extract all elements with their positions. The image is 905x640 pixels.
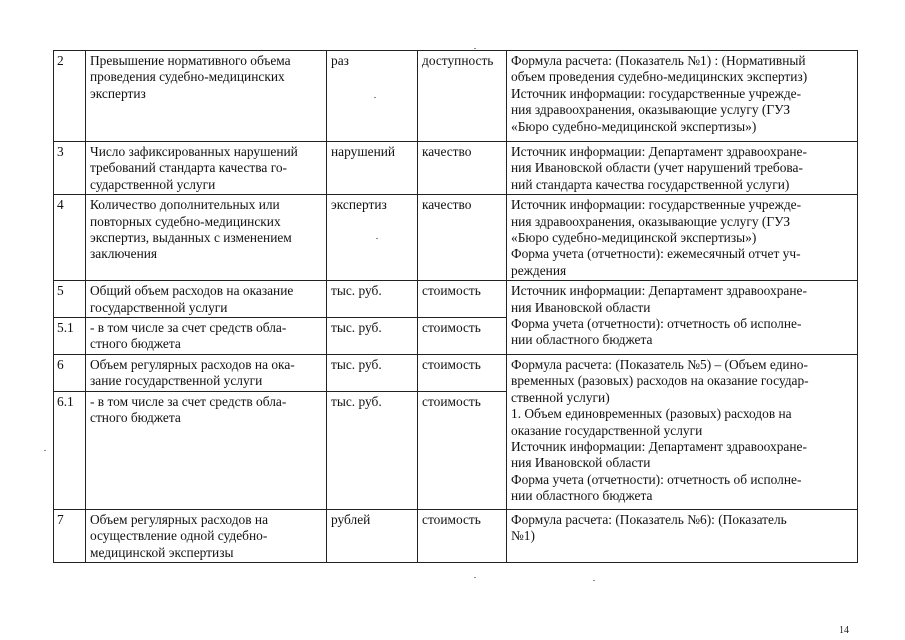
unit-of-measure: рублей — [327, 509, 418, 562]
unit-of-measure: тыс. руб. — [327, 391, 418, 509]
scan-speck — [593, 580, 595, 581]
unit-of-measure: тыс. руб. — [327, 281, 418, 318]
indicator-name: Количество дополнительных или повторных судебно-медицинских экспертиз, выданных с изменением заключения — [86, 195, 327, 281]
calculation-description: Источник информации: государственные учрежде- ния здравоохранения, оказывающие услугу (ГУЗ «Бюро судебно-медицинской экспертизы») Форма учета (отчетности): ежемесячный отчет уч- реждения — [507, 195, 858, 281]
indicator-category: стоимость — [418, 354, 507, 391]
indicator-name: - в том числе за счет средств обла- стного бюджета — [86, 318, 327, 355]
unit-of-measure: раз — [327, 51, 418, 142]
indicator-category: качество — [418, 142, 507, 195]
table-row — [54, 281, 858, 318]
scan-speck — [376, 238, 378, 239]
row-number: 7 — [54, 509, 86, 562]
calculation-description: Источник информации: Департамент здравоохране- ния Ивановской области Форма учета (отчетности): отчетность об исполне- нии областного бюджета — [507, 281, 858, 355]
scan-speck — [44, 450, 46, 451]
indicator-category: стоимость — [418, 391, 507, 509]
indicator-name: Число зафиксированных нарушений требований стандарта качества го- сударственной услуги — [86, 142, 327, 195]
scan-speck — [474, 577, 476, 578]
row-number: 3 — [54, 142, 86, 195]
row-number: 4 — [54, 195, 86, 281]
table-row — [54, 195, 858, 281]
indicator-name: Объем регулярных расходов на осуществление одной судебно- медицинской экспертизы — [86, 509, 327, 562]
table-row — [54, 142, 858, 195]
row-number: 6 — [54, 354, 86, 391]
unit-of-measure: тыс. руб. — [327, 318, 418, 355]
calculation-description: Формула расчета: (Показатель №6): (Показатель №1) — [507, 509, 858, 562]
unit-of-measure: тыс. руб. — [327, 354, 418, 391]
calculation-description: Источник информации: Департамент здравоохране- ния Ивановской области (учет нарушений требова- ний стандарта качества государственной услуги) — [507, 142, 858, 195]
page-number: 14 — [839, 625, 849, 636]
indicator-category: стоимость — [418, 281, 507, 318]
row-number: 5.1 — [54, 318, 86, 355]
indicator-category: стоимость — [418, 509, 507, 562]
scan-speck — [474, 48, 476, 49]
unit-of-measure: экспертиз — [327, 195, 418, 281]
scan-speck — [374, 97, 376, 98]
table-row — [54, 509, 858, 562]
indicator-name: Объем регулярных расходов на ока- зание государственной услуги — [86, 354, 327, 391]
indicator-category: качество — [418, 195, 507, 281]
indicator-name: Общий объем расходов на оказание государственной услуги — [86, 281, 327, 318]
row-number: 5 — [54, 281, 86, 318]
calculation-description: Формула расчета: (Показатель №1) : (Нормативный объем проведения судебно-медицинских экспертиз) Источник информации: государственные учрежде- ния здравоохранения, оказывающие услугу (ГУЗ «Бюро судебно-медицинской экспертизы») — [507, 51, 858, 142]
table-row — [54, 354, 858, 391]
indicators-table — [53, 50, 858, 563]
indicator-name: Превышение нормативного объема проведения судебно-медицинских экспертиз — [86, 51, 327, 142]
row-number: 2 — [54, 51, 86, 142]
table-row — [54, 51, 858, 142]
calculation-description: Формула расчета: (Показатель №5) – (Объем едино- временных (разовых) расходов на оказание государ- ственной услуги) 1. Объем единовременных (разовых) расходов на оказание государственной услуги Источник информации: Департамент здравоохране- ния Ивановской области Форма учета (отчетности): отчетность об исполне- нии областного бюджета — [507, 354, 858, 509]
indicator-category: доступность — [418, 51, 507, 142]
row-number: 6.1 — [54, 391, 86, 509]
indicator-category: стоимость — [418, 318, 507, 355]
unit-of-measure: нарушений — [327, 142, 418, 195]
indicator-name: - в том числе за счет средств обла- стного бюджета — [86, 391, 327, 509]
